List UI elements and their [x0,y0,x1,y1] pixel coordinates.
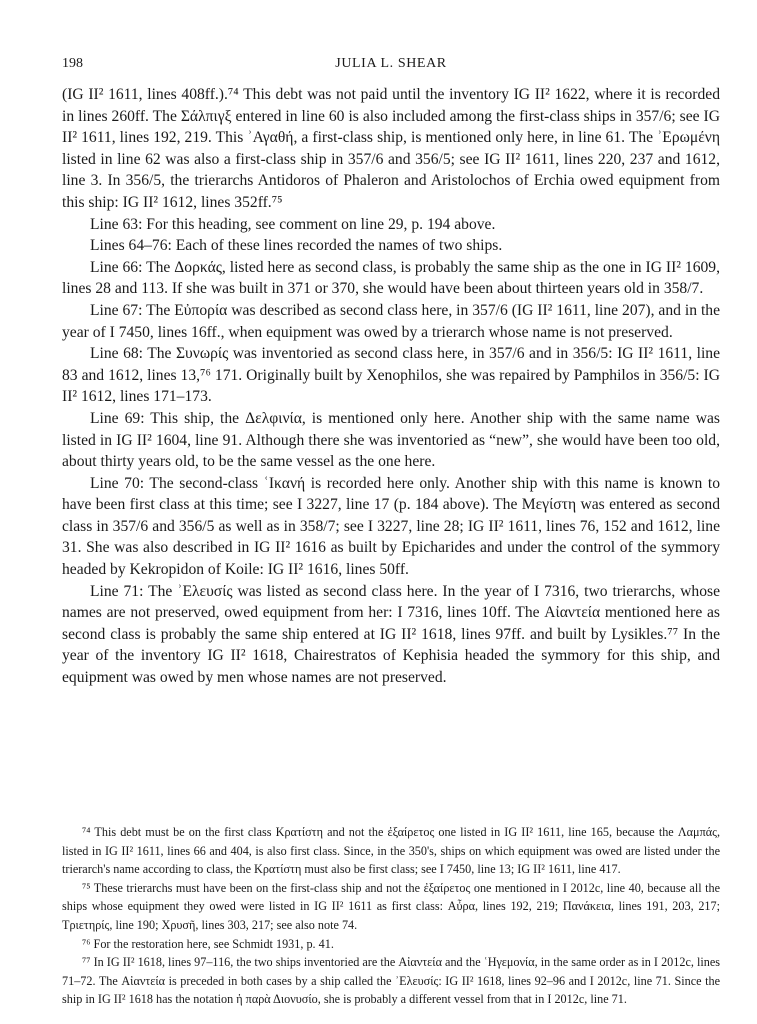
page-number: 198 [62,56,83,71]
footnote-76: ⁷⁶ For the restoration here, see Schmidt 1931, p. 41. [82,936,334,951]
footnote-77: ⁷⁷ In IG II² 1618, lines 97–116, the two ships inventoried are the Αἰαντεία and the ʿΗγεμονία, in the same order as in I 2012c, lines 71–72. The Αἰαντεία is preceded in both cases by a ship called the ʾΕλευσίς: IG II² 1618, lines 92–96 and I 2012c, line 71. Since the ship in IG II² 1618 has the notation ἡ παρὰ Διονυσίο, she is probably a different vessel from that in I 2012c, line 71. [62,955,720,1007]
running-head: JULIA L. SHEAR [335,56,447,71]
paragraph-line-69: Line 69: This ship, the Δελφινία, is mentioned only here. Another ship with the same name was listed in IG II² 1604, line 91. Although there she was inventoried as “new”, she would have been too old, about thirty years old, to be the same vessel as the one here. [62,409,720,471]
footnote-74: ⁷⁴ This debt must be on the first class Κρατίστη and not the ἐξαίρετος one listed in IG II² 1611, line 165, because the Λαμπάς, listed in IG II² 1611, lines 66 and 404, is also first class. Since, in the 350's, ships on which equipment was owed are listed under the trierarch's name according to class, the Κρατίστη must also be first class; see I 7450, line 13; IG II² 1611, line 417. [62,825,720,877]
paragraph-line-71: Line 71: The ʾΕλευσίς was listed as second class here. In the year of I 7316, two trierarchs, whose names are not preserved, owed equipment from her: I 7316, lines 10ff. The Αἰαντεία mentioned here as second class is probably the same ship entered at IG II² 1618, lines 97ff. and built by Lysikles.⁷⁷ In the year of the inventory IG II² 1618, Chairestratos of Kephisia headed the symmory for this ship, and equipment was owed by men whose names are not preserved. [62,582,720,687]
footnote-75: ⁷⁵ These trierarchs must have been on the first-class ship and not the ἐξαίρετος one mentioned in I 2012c, line 40, because all the ships whose equipment they owed were listed in IG II² 1611 as first class: Αὖρα, lines 192, 219; Πανάκεια, lines 191, 203, 217; Τριετηρίς, line 190; Χρυσῆ, lines 303, 217; see also note 74. [62,880,720,932]
paragraph-line-68: Line 68: The Συνωρίς was inventoried as second class here, in 357/6 and in 356/5: IG II² 1611, line 83 and 1612, lines 13,⁷⁶ 171. Originally built by Xenophilos, she was repaired by Pamphilos in 356/5: IG II² 1612, lines 171–173. [62,345,720,406]
main-text [62,84,720,689]
paragraph-line-70: Line 70: The second-class ʿΙκανή is recorded here only. Another ship with this name is known to have been first class at this time; see I 3227, line 17 (p. 184 above). The Μεγίστη was entered as second class in 357/6 and 356/5 as well as in 358/7; see I 3227, line 28; IG II² 1611, lines 76, 152 and 1612, line 31. She was also described in IG II² 1616 as built by Epicharides and under the control of the symmory headed by Kekropidon of Koile: IG II² 1616, lines 50ff. [62,474,720,579]
paragraph-lines-64-76: Lines 64–76: Each of these lines recorded the names of two ships. [90,237,503,255]
paragraph-line-67: Line 67: The Εὐπορία was described as second class here, in 357/6 (IG II² 1611, line 207), and in the year of I 7450, lines 16ff., when equipment was owed by a trierarch whose name is not preserved. [62,301,720,341]
footnotes [62,823,720,1009]
paragraph-continuation: (IG II² 1611, lines 408ff.).⁷⁴ This debt was not paid until the inventory IG II² 1622, where it is recorded in lines 260ff. The Σάλπιγξ entered in line 60 is also included among the first-class ships in 357/6; see IG II² 1611, lines 192, 219. This ʾΑγαθή, a first-class ship, is mentioned only here, in line 61. The ʾΕρωμένη listed in line 62 was also a first-class ship in 357/6 and 356/5; see IG II² 1611, lines 220, 237 and 1612, line 3. In 356/5, the trierarchs Antidoros of Phaleron and Aristolochos of Erchia owed equipment from this ship: IG II² 1612, lines 352ff.⁷⁵ [62,86,720,211]
paragraph-line-66: Line 66: The Δορκάς, listed here as second class, is probably the same ship as the one in IG II² 1609, lines 28 and 113. If she was built in 371 or 370, she would have been about thirteen years old in 358/7. [62,258,720,298]
paragraph-line-63: Line 63: For this heading, see comment on line 29, p. 194 above. [90,215,496,233]
page-header [62,56,720,78]
